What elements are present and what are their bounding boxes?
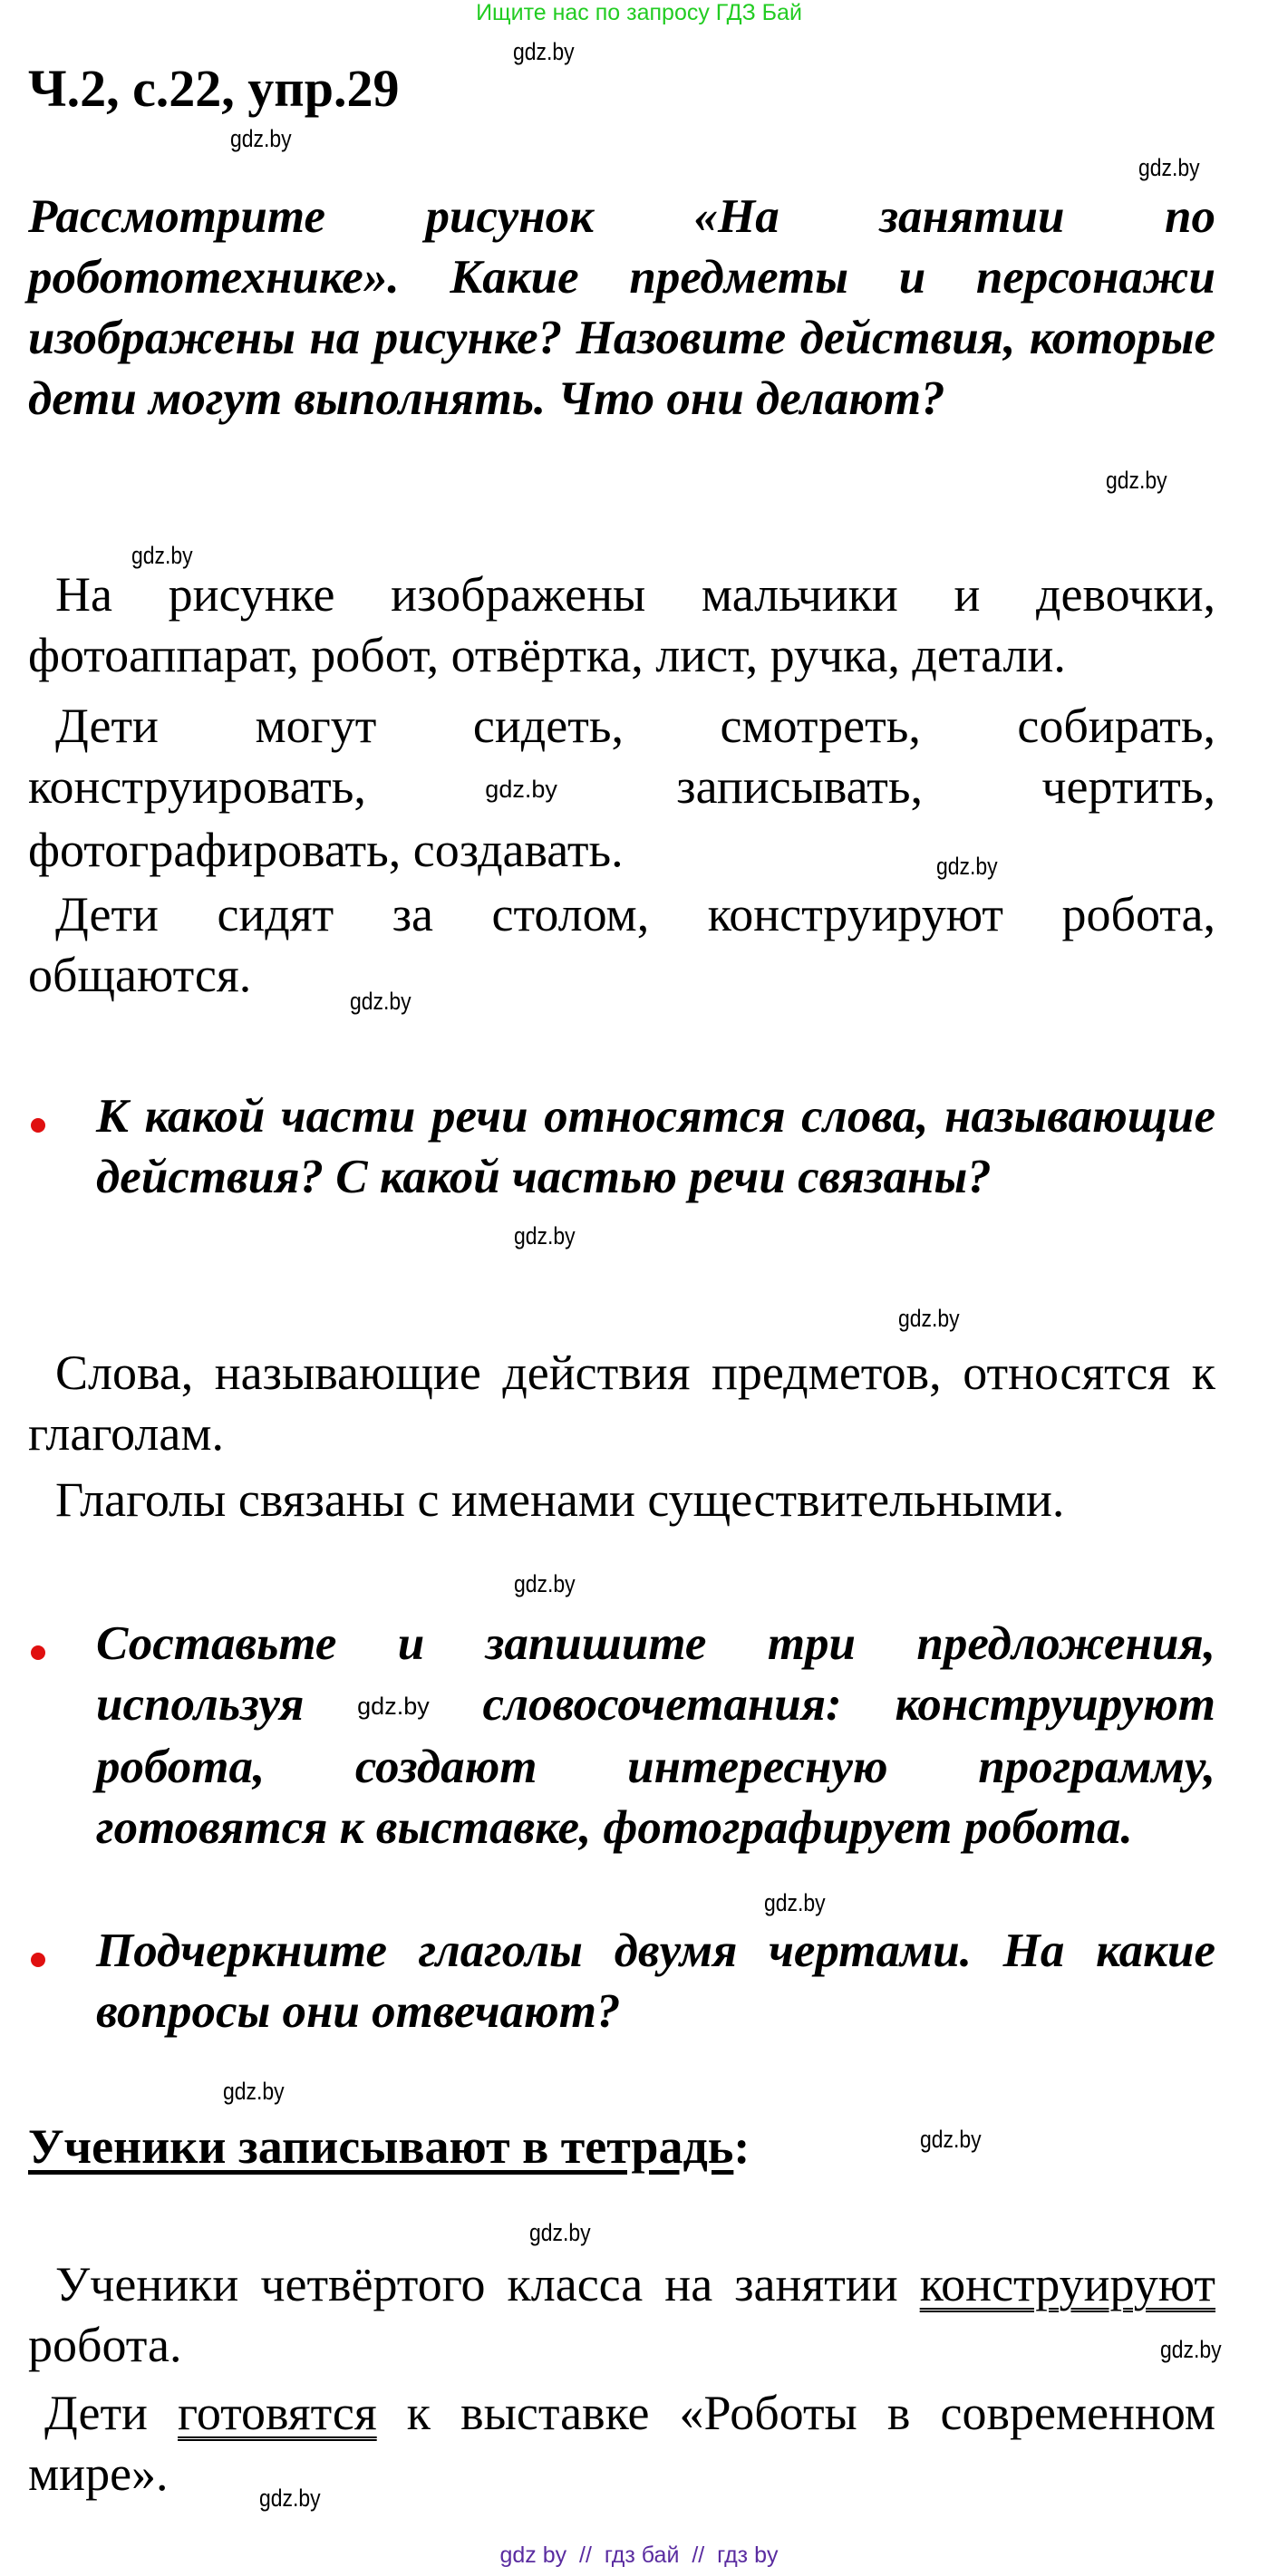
sentence-1 [28,2254,1215,2376]
sentence-2-end: к выставке «Роботы в современном мире». [28,2386,1215,2501]
answer-2-part1: Дети могут сидеть, смотреть, собирать, конструировать, [28,699,1215,814]
answer-2-part2: записывать, чертить, фотографировать, создавать. [28,759,1216,877]
heading-text: Ученики записывают в тетрадь [28,2119,734,2174]
sentence-2-start: Дети [44,2386,179,2440]
watermark: gdz.by [1160,2336,1222,2363]
heading-colon: : [733,2119,750,2174]
bullet-icon [31,1645,45,1660]
answer-5: Глаголы связаны с именами существительными. [55,1472,1065,1527]
watermark: gdz.by [514,1570,576,1597]
verb-underlined: готовятся [178,2386,377,2440]
watermark: gdz.by [936,853,998,880]
footer-links[interactable]: gdz by // гдз бай // гдз by [499,2542,779,2568]
watermark: gdz.by [514,1222,576,1249]
bullet-2-part1: Составьте и запишите три предложения, используя [96,1617,1215,1731]
watermark: gdz.by [259,2484,321,2512]
watermark-inline: gdz.by [357,1693,430,1720]
watermark: gdz.by [1106,467,1167,494]
bullet-icon [31,1953,45,1967]
watermark: gdz.by [350,988,411,1015]
search-banner[interactable]: Ищите нас по запросу ГДЗ Бай [476,0,802,25]
answer-1: На рисунке изображены мальчики и девочки, фотоаппарат, робот, отвёртка, лист, ручка, детали. [28,567,1215,682]
watermark: gdz.by [230,125,292,152]
answer-4: Слова, называющие действия предметов, относятся к глаголам. [28,1346,1215,1461]
watermark: gdz.by [529,2219,591,2246]
watermark: gdz.by [513,38,575,65]
watermark-inline: gdz.by [485,776,557,803]
sentence-1-start: Ученики четвёртого класса на занятии [55,2257,898,2311]
watermark: gdz.by [223,2078,285,2105]
watermark: gdz.by [764,1889,826,1916]
watermark: gdz.by [131,542,193,569]
verb-underlined: конструируют [919,2257,1216,2311]
page-title: Ч.2, с.22, упр.29 [28,59,400,118]
bullet-question-2 [96,1614,1215,1858]
bullet-icon [31,1118,45,1133]
section-heading [28,2117,750,2177]
bullet-2-part2: словосочетания: конструируют робота, создают интересную программу, готовятся к выставке, фотографирует робота. [96,1678,1215,1854]
sentence-2 [28,2383,1215,2504]
sentence-1-end: робота. [28,2318,182,2372]
answer-2 [28,696,1215,881]
bullet-question-3: Подчеркните глаголы двумя чертами. На какие вопросы они отвечают? [96,1925,1215,2038]
task-main: Рассмотрите рисунок «На занятии по робототехнике». Какие предметы и персонажи изображены на рисунке? Назовите действия, которые дети могут выполнять. Что они делают? [28,190,1215,425]
watermark: gdz.by [1138,154,1200,181]
bullet-question-1: К какой части речи относятся слова, называющие действия? С какой частью речи связаны? [96,1090,1215,1203]
watermark: gdz.by [920,2126,982,2153]
answer-3: Дети сидят за столом, конструируют робота, общаются. [28,887,1215,1002]
watermark: gdz.by [898,1305,960,1332]
